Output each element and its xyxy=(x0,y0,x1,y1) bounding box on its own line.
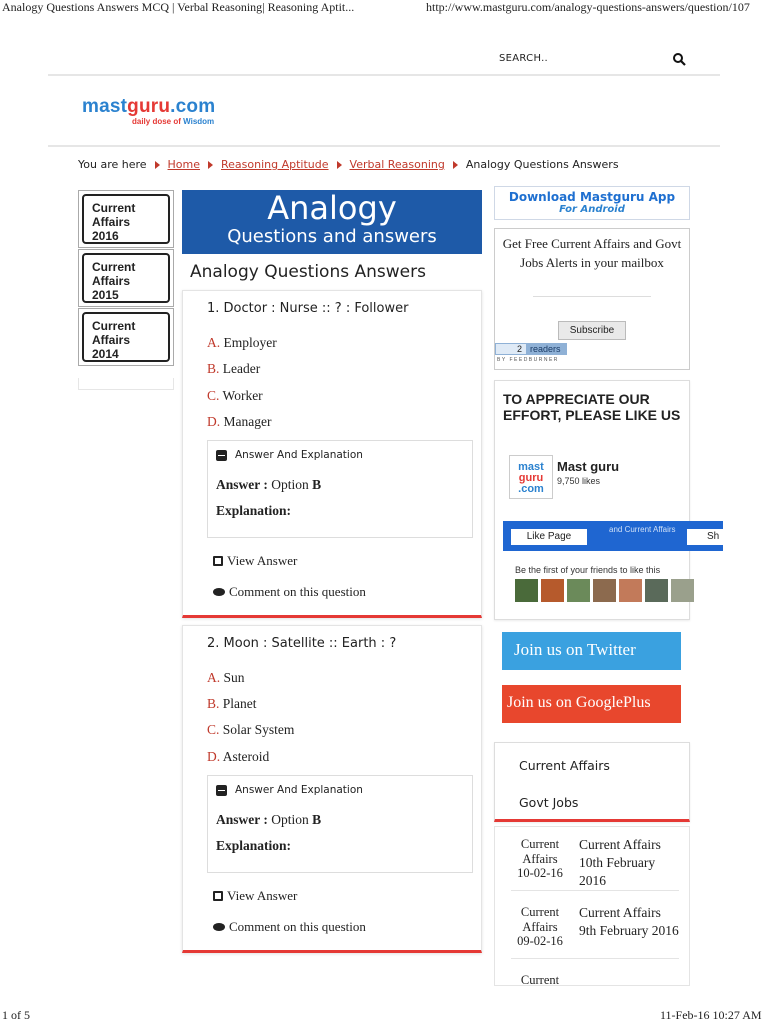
print-date: 11-Feb-16 10:27 AM xyxy=(660,1008,762,1022)
friend-avatar[interactable] xyxy=(567,579,590,602)
cover-text: and Current Affairs xyxy=(609,525,676,534)
list-item[interactable] xyxy=(511,827,679,891)
box-line: Current xyxy=(92,319,136,333)
answer-label: Answer : xyxy=(216,812,268,827)
date-line: 09-02-16 xyxy=(517,934,563,948)
item-title: Current Affairs 10th February 2016 xyxy=(579,837,661,888)
item-date xyxy=(511,837,569,881)
option-c[interactable] xyxy=(207,388,263,404)
friend-avatar[interactable] xyxy=(645,579,668,602)
collapse-icon xyxy=(216,450,227,461)
item-title: Current Affairs 9th February 2016 xyxy=(579,905,679,938)
email-field[interactable] xyxy=(533,296,651,297)
site-logo[interactable] xyxy=(82,96,215,118)
comment-label: Comment on this question xyxy=(229,584,366,599)
view-answer-label: View Answer xyxy=(227,553,298,568)
like-page-button[interactable]: Like Page xyxy=(511,529,587,545)
option-a[interactable] xyxy=(207,670,245,686)
friend-avatar[interactable] xyxy=(541,579,564,602)
item-date xyxy=(511,905,569,949)
site-tagline xyxy=(132,117,214,126)
explanation-line xyxy=(216,838,291,854)
question-title: 2. Moon : Satellite :: Earth : ? xyxy=(207,636,397,651)
feedburner-credit: BY FEEDBURNER xyxy=(497,357,559,363)
sidebar-tabs xyxy=(494,742,690,822)
breadcrumb xyxy=(78,158,619,171)
friend-avatar[interactable] xyxy=(593,579,616,602)
app-banner-title: Download Mastguru App xyxy=(508,190,676,204)
answer-heading: Answer And Explanation xyxy=(235,784,363,796)
facebook-like-box xyxy=(494,380,720,620)
comment-link[interactable] xyxy=(213,584,366,600)
book-icon xyxy=(213,891,223,901)
facebook-page-plugin xyxy=(503,451,723,601)
search-icon[interactable] xyxy=(672,52,686,66)
option-key: B. xyxy=(207,696,220,711)
answer-line xyxy=(216,812,321,828)
view-answer-label: View Answer xyxy=(227,888,298,903)
fb-logo-guru: guru xyxy=(518,472,544,484)
friends-like-text: Be the first of your friends to like this xyxy=(515,565,661,575)
search-input[interactable]: SEARCH.. xyxy=(499,53,549,64)
answer-toggle[interactable] xyxy=(216,449,363,461)
breadcrumb-arrow-icon xyxy=(208,161,213,169)
feedburner-counter xyxy=(495,343,567,355)
question-card xyxy=(182,290,482,618)
print-page-title: Analogy Questions Answers MCQ | Verbal Reasoning| Reasoning Aptit... xyxy=(2,0,355,14)
logo-text-com: .com xyxy=(170,96,216,117)
banner-subtitle: Questions and answers xyxy=(227,226,437,247)
friend-avatar[interactable] xyxy=(515,579,538,602)
answer-prefix: Option xyxy=(271,812,309,827)
tab-govt-jobs[interactable]: Govt Jobs xyxy=(519,795,579,810)
comment-label: Comment on this question xyxy=(229,919,366,934)
answer-toggle[interactable] xyxy=(216,784,363,796)
option-text: Leader xyxy=(222,361,261,376)
option-key: A. xyxy=(207,335,221,350)
box-line: Current xyxy=(92,260,136,274)
subscribe-text: Get Free Current Affairs and Govt Jobs Alerts in your mailbox xyxy=(502,236,682,270)
option-c[interactable] xyxy=(207,722,294,738)
tagline-wisdom: Wisdom xyxy=(183,117,215,126)
option-key: A. xyxy=(207,670,221,685)
fb-logo-com: .com xyxy=(518,483,544,495)
facebook-like-count: 9,750 likes xyxy=(557,476,601,486)
breadcrumb-reasoning-aptitude[interactable]: Reasoning Aptitude xyxy=(221,158,329,171)
explanation-line xyxy=(216,503,291,519)
option-text: Asteroid xyxy=(222,749,270,764)
option-text: Planet xyxy=(222,696,257,711)
breadcrumb-arrow-icon xyxy=(453,161,458,169)
facebook-cover xyxy=(503,521,723,551)
subscribe-button[interactable]: Subscribe xyxy=(558,321,626,340)
option-text: Worker xyxy=(222,388,263,403)
view-answer-link[interactable] xyxy=(213,553,297,569)
book-icon xyxy=(213,556,223,566)
breadcrumb-arrow-icon xyxy=(155,161,160,169)
box-line: 2015 xyxy=(92,288,119,302)
comment-icon xyxy=(213,588,225,596)
option-text: Sun xyxy=(223,670,245,685)
list-item[interactable] xyxy=(511,963,679,986)
header-divider xyxy=(48,74,720,76)
option-key: C. xyxy=(207,388,220,403)
logo-text-mast: mast xyxy=(82,96,128,117)
comment-link[interactable] xyxy=(213,919,366,935)
question-title: 1. Doctor : Nurse :: ? : Follower xyxy=(207,301,409,316)
option-text: Employer xyxy=(223,335,277,350)
option-key: D. xyxy=(207,749,221,764)
left-sidebar-divider xyxy=(78,378,174,390)
box-line: Current xyxy=(92,201,136,215)
item-date xyxy=(511,973,569,986)
current-affairs-2016-link[interactable] xyxy=(78,190,174,248)
analogy-banner xyxy=(182,190,482,254)
question-card xyxy=(182,625,482,953)
date-line: 10-02-16 xyxy=(517,866,563,880)
tagline-text: daily dose of xyxy=(132,117,184,126)
box-line: Affairs xyxy=(92,333,131,347)
answer-heading: Answer And Explanation xyxy=(235,449,363,461)
friend-avatar[interactable] xyxy=(619,579,642,602)
collapse-icon xyxy=(216,785,227,796)
breadcrumb-current: Analogy Questions Answers xyxy=(465,158,619,171)
option-key: D. xyxy=(207,414,221,429)
date-line: Current xyxy=(520,905,560,919)
breadcrumb-arrow-icon xyxy=(337,161,342,169)
fb-logo-mast: mast xyxy=(518,461,544,473)
join-twitter-button[interactable]: Join us on Twitter xyxy=(502,632,681,670)
breadcrumb-verbal-reasoning[interactable]: Verbal Reasoning xyxy=(349,158,445,171)
answer-panel xyxy=(207,775,473,873)
friend-faces xyxy=(515,579,694,602)
option-a[interactable] xyxy=(207,335,277,351)
comment-icon xyxy=(213,923,225,931)
like-box-title: TO APPRECIATE OUR EFFORT, PLEASE LIKE US xyxy=(503,391,681,423)
option-text: Manager xyxy=(223,414,272,429)
date-line: Current xyxy=(520,837,560,851)
breadcrumb-prefix: You are here xyxy=(78,158,147,171)
option-b[interactable] xyxy=(207,361,260,377)
box-line: 2016 xyxy=(92,229,119,243)
share-button[interactable]: Sh xyxy=(687,529,723,545)
current-affairs-2014-link[interactable] xyxy=(78,308,174,366)
view-answer-link[interactable] xyxy=(213,888,297,904)
box-line: Affairs xyxy=(92,215,131,229)
option-d[interactable] xyxy=(207,749,269,765)
answer-line xyxy=(216,477,321,493)
option-d[interactable] xyxy=(207,414,271,430)
current-affairs-2015-link[interactable] xyxy=(78,249,174,307)
readers-label: readers xyxy=(527,343,567,355)
friend-avatar[interactable] xyxy=(671,579,694,602)
app-banner-subtitle: For Android xyxy=(559,204,625,215)
answer-value: B xyxy=(312,812,322,827)
option-b[interactable] xyxy=(207,696,257,712)
print-url: http://www.mastguru.com/analogy-questions-answers/question/107 xyxy=(426,0,750,14)
download-app-banner[interactable] xyxy=(494,186,690,220)
breadcrumb-home[interactable]: Home xyxy=(167,158,201,171)
option-text: Solar System xyxy=(222,722,295,737)
answer-prefix: Option xyxy=(271,477,309,492)
answer-label: Answer : xyxy=(216,477,268,492)
print-page-number: 1 of 5 xyxy=(2,1008,30,1022)
page-title: Analogy Questions Answers xyxy=(190,262,426,282)
date-line: Affairs xyxy=(522,851,558,866)
current-affairs-list xyxy=(494,826,690,986)
logo-text-guru: guru xyxy=(127,96,171,117)
answer-value: B xyxy=(312,477,322,492)
explanation-label: Explanation: xyxy=(216,838,292,853)
answer-panel xyxy=(207,440,473,538)
option-key: C. xyxy=(207,722,220,737)
breadcrumb-divider xyxy=(48,145,720,147)
option-key: B. xyxy=(207,361,220,376)
facebook-page-name[interactable]: Mast guru xyxy=(557,459,620,474)
tab-current-affairs[interactable]: Current Affairs xyxy=(519,758,610,773)
box-line: Affairs xyxy=(92,274,131,288)
list-item[interactable] xyxy=(511,895,679,959)
box-line: 2014 xyxy=(92,347,119,361)
facebook-page-logo[interactable] xyxy=(509,455,553,499)
explanation-label: Explanation: xyxy=(216,503,292,518)
date-line: Current xyxy=(520,973,560,986)
banner-title: Analogy xyxy=(267,189,397,227)
subscribe-widget xyxy=(494,228,690,370)
readers-count: 2 xyxy=(495,343,527,355)
join-googleplus-button[interactable]: Join us on GooglePlus xyxy=(502,685,681,723)
date-line: Affairs xyxy=(522,919,558,934)
